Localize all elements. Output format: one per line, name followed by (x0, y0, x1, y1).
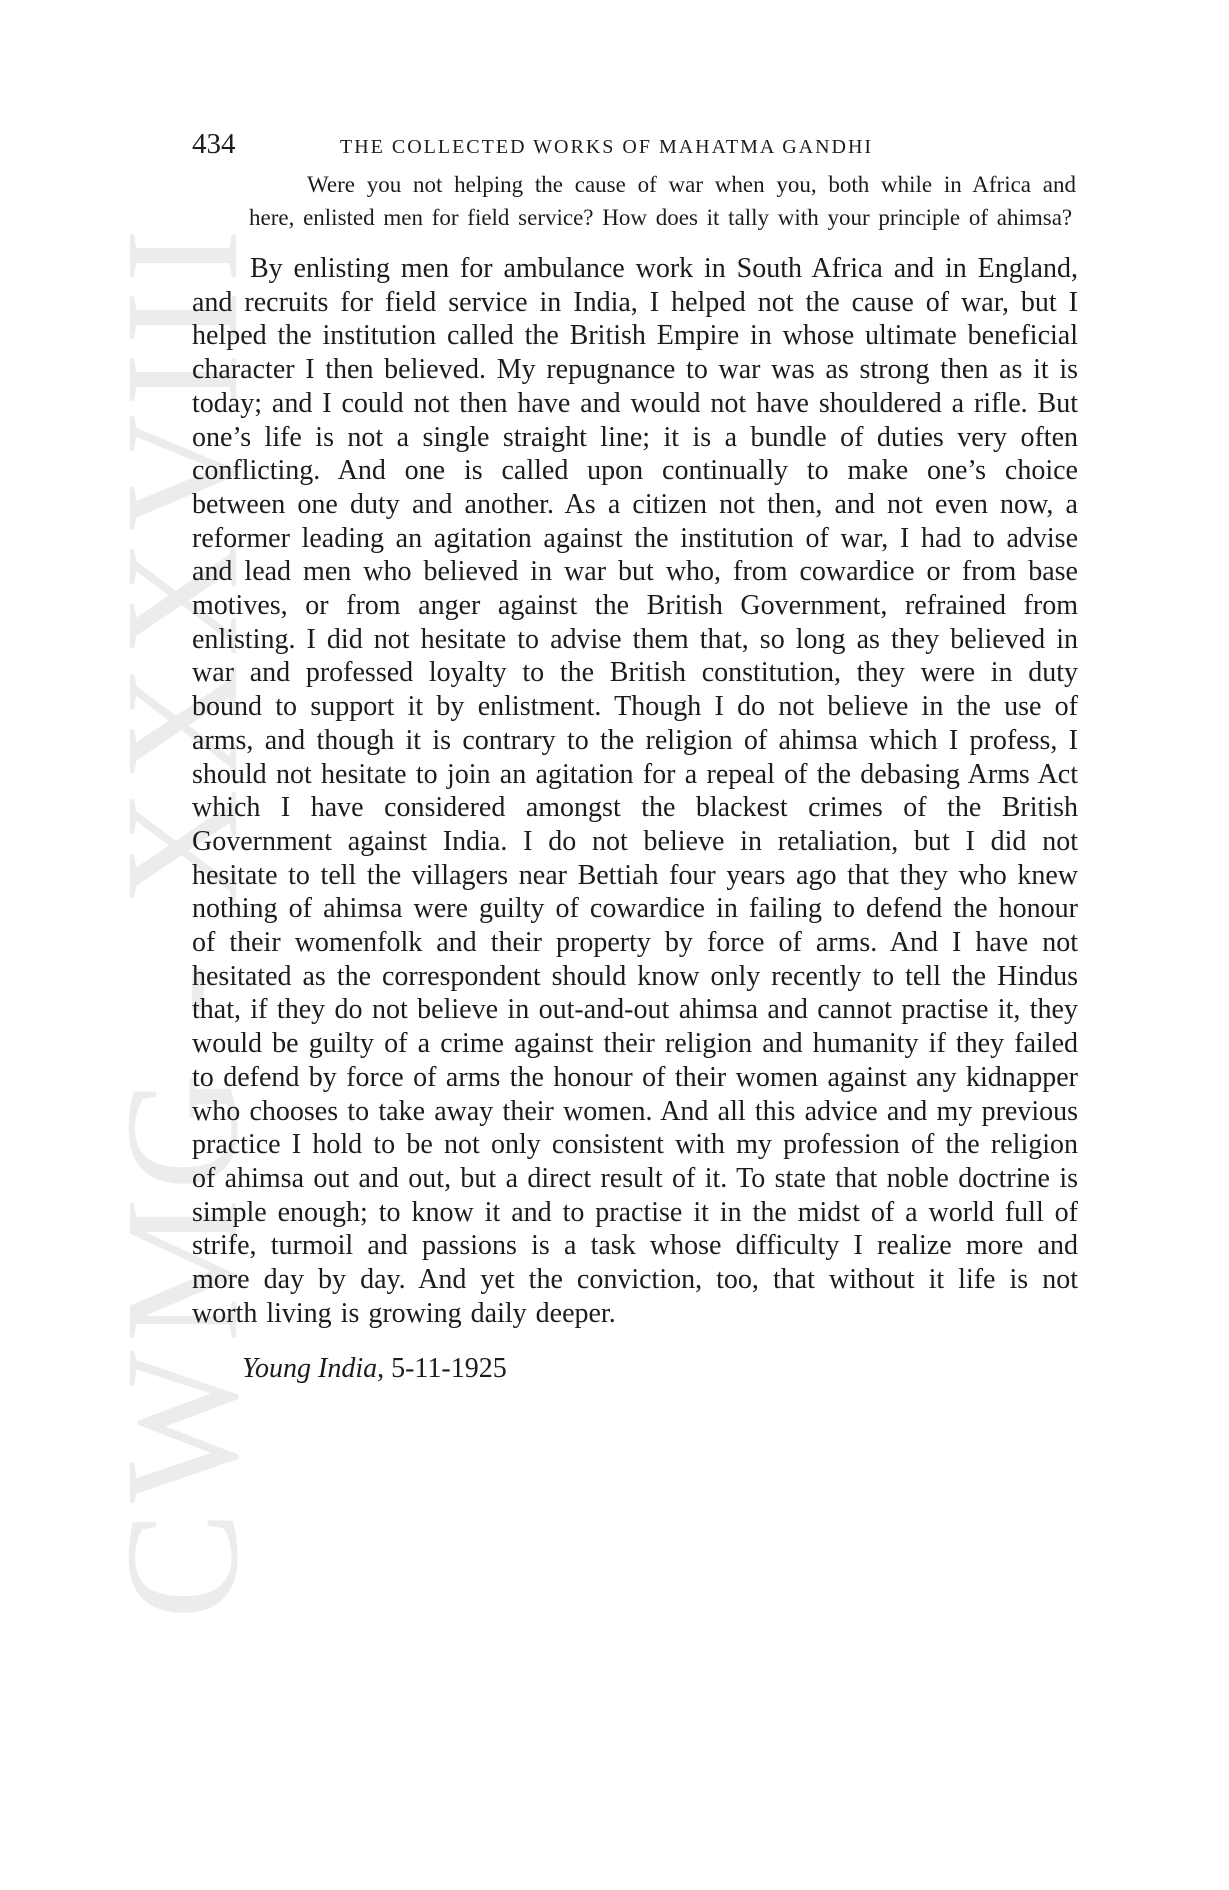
answer-paragraph: By enlisting men for ambulance work in South Africa and in England, and recruits for field service in India, I helped not the cause of war, but I helped the institution called the British Empire in whose ultimate beneficial character I then believed. My repugnance to war was as strong then as it is today; and I could not then have and would not have shouldered a rifle. But one’s life is not a single straight line; it is a bundle of duties very often conflicting. And one is called upon continually to make one’s choice between one duty and another. As a citizen not then, and not even now, a reformer leading an agitation against the institution of war, I had to advise and lead men who believed in war but who, from cowardice or from base motives, or from anger against the British Government, refrained from enlisting. I did not hesitate to advise them that, so long as they believed in war and professed loyalty to the British constitution, they were in duty bound to support it by enlistment. Though I do not believe in the use of arms, and though it is contrary to the religion of ahimsa which I profess, I should not hesitate to join an agitation for a repeal of the debasing Arms Act which I have considered amongst the blackest crimes of the British Government against India. I do not believe in retaliation, but I did not hesitate to tell the villagers near Bettiah four years ago that they who knew nothing of ahimsa were guilty of cowardice in failing to defend the honour of their womenfolk and their property by force of arms. And I have not hesitated as the correspondent should know only recently to tell the Hindus that, if they do not believe in out-and-out ahimsa and cannot practise it, they would be guilty of a crime against their religion and humanity if they failed to defend by force of arms the honour of their women against any kidnapper who chooses to take away their women. And all this advice and my previous practice I hold to be not only consistent with my profession of the religion of ahimsa out and out, but a direct result of it. To state that noble doctrine is simple enough; to know it and to practise it in the midst of a world full of strife, turmoil and passions is a task whose difficulty I realize more and more day by day. And yet the conviction, too, that without it life is not worth living is growing daily deeper. (192, 253, 1078, 1329)
source-date: 5-11-1925 (391, 1352, 507, 1384)
question-paragraph: Were you not helping the cause of war when you, both while in Africa and here, enlisted men for field service? How does it tally with your principle of ahimsa? (249, 172, 1076, 230)
source-citation (242, 1353, 1078, 1385)
source-separator: , (377, 1352, 392, 1384)
page-number: 434 (192, 128, 236, 160)
running-head (192, 128, 1078, 168)
running-title: THE COLLECTED WORKS OF MAHATMA GANDHI (340, 136, 874, 158)
source-publication: Young India (242, 1352, 378, 1384)
watermark-text: CWMG - XXXVIII (93, 220, 272, 1620)
page (192, 128, 1078, 1385)
